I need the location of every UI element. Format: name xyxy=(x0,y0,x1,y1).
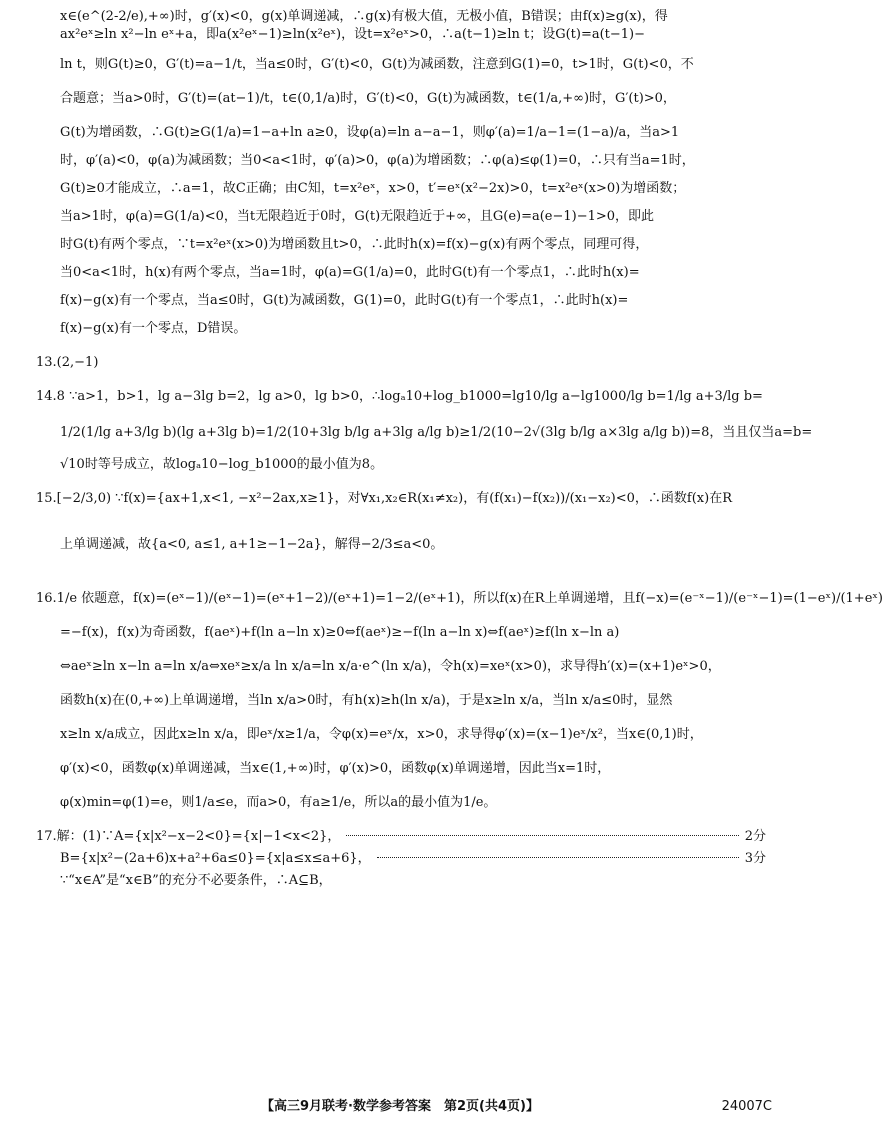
scored-line xyxy=(60,850,766,868)
text-line: ln t，则G(t)≥0，G′(t)=a−1/t，当a≤0时，G′(t)<0，G(t)为减函数，注意到G(1)=0，t>1时，G(t)<0，不 xyxy=(60,57,694,72)
text-line: 当0<a<1时，h(x)有两个零点，当a=1时，φ(a)=G(1/a)=0，此时G(t)有一个零点1，∴此时h(x)= xyxy=(60,265,640,280)
text-line: x≥ln x/a成立，因此x≥ln x/a，即eˣ/x≥1/a，令φ(x)=eˣ/x，x>0，求导得φ′(x)=(x−1)eˣ/x²，当x∈(0,1)时， xyxy=(60,727,703,742)
text-line: 15.[−2/3,0) ∵f(x)={ax+1,x<1, −x²−2ax,x≥1}，对∀x₁,x₂∈R(x₁≠x₂)，有(f(x₁)−f(x₂))/(x₁−x₂)<0，∴函数f(x)在R xyxy=(36,491,732,506)
text-line: 时G(t)有两个零点，∵t=x²eˣ(x>0)为增函数且t>0，∴此时h(x)=f(x)−g(x)有两个零点，同理可得， xyxy=(60,237,649,252)
solution-16 xyxy=(36,590,883,812)
scored-line xyxy=(36,828,766,846)
solution-17 xyxy=(36,828,766,890)
solution-15 xyxy=(36,490,766,554)
text-line: 17.解：(1)∵A={x|x²−x−2<0}={x|−1<x<2}， xyxy=(36,829,341,844)
text-line: B={x|x²−(2a+6)x+a²+6a≤0}={x|a≤x≤a+6}， xyxy=(60,851,371,866)
text-line: 时，φ′(a)<0，φ(a)为减函数；当0<a<1时，φ′(a)>0，φ(a)为增函数；∴φ(a)≤φ(1)=0，∴只有当a=1时， xyxy=(60,153,695,168)
score-label: 3分 xyxy=(744,851,766,866)
text-line: 函数h(x)在(0,+∞)上单调递增，当ln x/a>0时，有h(x)≥h(ln x/a)，于是x≥ln x/a，当ln x/a≤0时，显然 xyxy=(60,693,673,708)
text-line: 当a>1时，φ(a)=G(1/a)<0，当t无限趋近于0时，G(t)无限趋近于+∞，且G(e)=a(e−1)−1>0，即此 xyxy=(60,209,655,224)
text-line: ⇔aeˣ≥ln x−ln a=ln x/a⇔xeˣ≥x/a ln x/a=ln x/a·e^(ln x/a)，令h(x)=xeˣ(x>0)，求导得h′(x)=(x+1)eˣ>0， xyxy=(60,659,721,674)
text-line: 上单调递减，故{a<0, a≤1, a+1≥−1−2a}，解得−2/3≤a<0。 xyxy=(60,537,444,552)
text-line: =−f(x)，f(x)为奇函数，f(aeˣ)+f(ln a−ln x)≥0⇔f(aeˣ)≥−f(ln a−ln x)⇔f(aeˣ)≥f(ln x−ln a) xyxy=(60,625,620,640)
text-line: 14.8 ∵a>1，b>1，lg a−3lg b=2，lg a>0，lg b>0，∴logₐ10+log_b1000=lg10/lg a−lg1000/lg b=1/lg a+3/lg b= xyxy=(36,389,763,404)
text-line: 1/2(1/lg a+3/lg b)(lg a+3lg b)=1/2(10+3lg b/lg a+3lg a/lg b)≥1/2(10−2√(3lg b/lg a×3lg a/lg b))=8，当且仅当a=b= xyxy=(60,425,813,440)
text-line: G(t)≥0才能成立，∴a=1，故C正确；由C知，t=x²eˣ，x>0，t′=eˣ(x²−2x)>0，t=x²eˣ(x>0)为增函数； xyxy=(60,181,686,196)
text-line: f(x)−g(x)有一个零点，D错误。 xyxy=(60,321,247,336)
score-label: 2分 xyxy=(744,829,766,844)
solution-14 xyxy=(36,388,813,474)
text-line: ∵“x∈A”是“x∈B”的充分不必要条件，∴A⊆B， xyxy=(60,873,332,888)
text-line: 合题意；当a>0时，G′(t)=(at−1)/t，t∈(0,1/a)时，G′(t)<0，G(t)为减函数，t∈(1/a,+∞)时，G′(t)>0， xyxy=(60,91,676,106)
text-line: √10时等号成立，故logₐ10−log_b1000的最小值为8。 xyxy=(60,457,384,472)
footer-code: 24007C xyxy=(721,1099,772,1114)
solution-12-continued xyxy=(60,8,766,338)
text-line: 16.1/e 依题意，f(x)=(eˣ−1)/(eˣ−1)=(eˣ+1−2)/(eˣ+1)=1−2/(eˣ+1)，所以f(x)在R上单调递增，且f(−x)=(e⁻ˣ−1)/(e⁻ˣ−1)=(1−eˣ)/(1+eˣ) xyxy=(36,591,883,606)
text-line: x∈(e^(2-2/e),+∞)时，g′(x)<0，g(x)单调递减，∴g(x)有极大值，无极小值，B错误；由f(x)≥g(x)，得 xyxy=(60,9,668,24)
dot-leader xyxy=(377,857,739,858)
text-line: f(x)−g(x)有一个零点，当a≤0时，G(t)为减函数，G(1)=0，此时G(t)有一个零点1，∴此时h(x)= xyxy=(60,293,629,308)
answer-13: 13.(2,−1) xyxy=(36,355,99,370)
text-line: G(t)为增函数，∴G(t)≥G(1/a)=1−a+ln a≥0，设φ(a)=ln a−a−1，则φ′(a)=1/a−1=(1−a)/a，当a>1 xyxy=(60,125,680,140)
text-line: φ′(x)<0，函数φ(x)单调递减，当x∈(1,+∞)时，φ′(x)>0，函数φ(x)单调递增，因此当x=1时， xyxy=(60,761,611,776)
dot-leader xyxy=(346,835,738,836)
text-line: φ(x)min=φ(1)=e，则1/a≤e，而a>0，有a≥1/e，所以a的最小值为1/e。 xyxy=(60,795,497,810)
footer-title: 【高三9月联考·数学参考答案 第2页(共4页)】 xyxy=(261,1099,539,1114)
text-line: ax²eˣ≥ln x²−ln eˣ+a，即a(x²eˣ−1)≥ln(x²eˣ)，设t=x²eˣ>0，∴a(t−1)≥ln t；设G(t)=a(t−1)− xyxy=(60,27,646,42)
